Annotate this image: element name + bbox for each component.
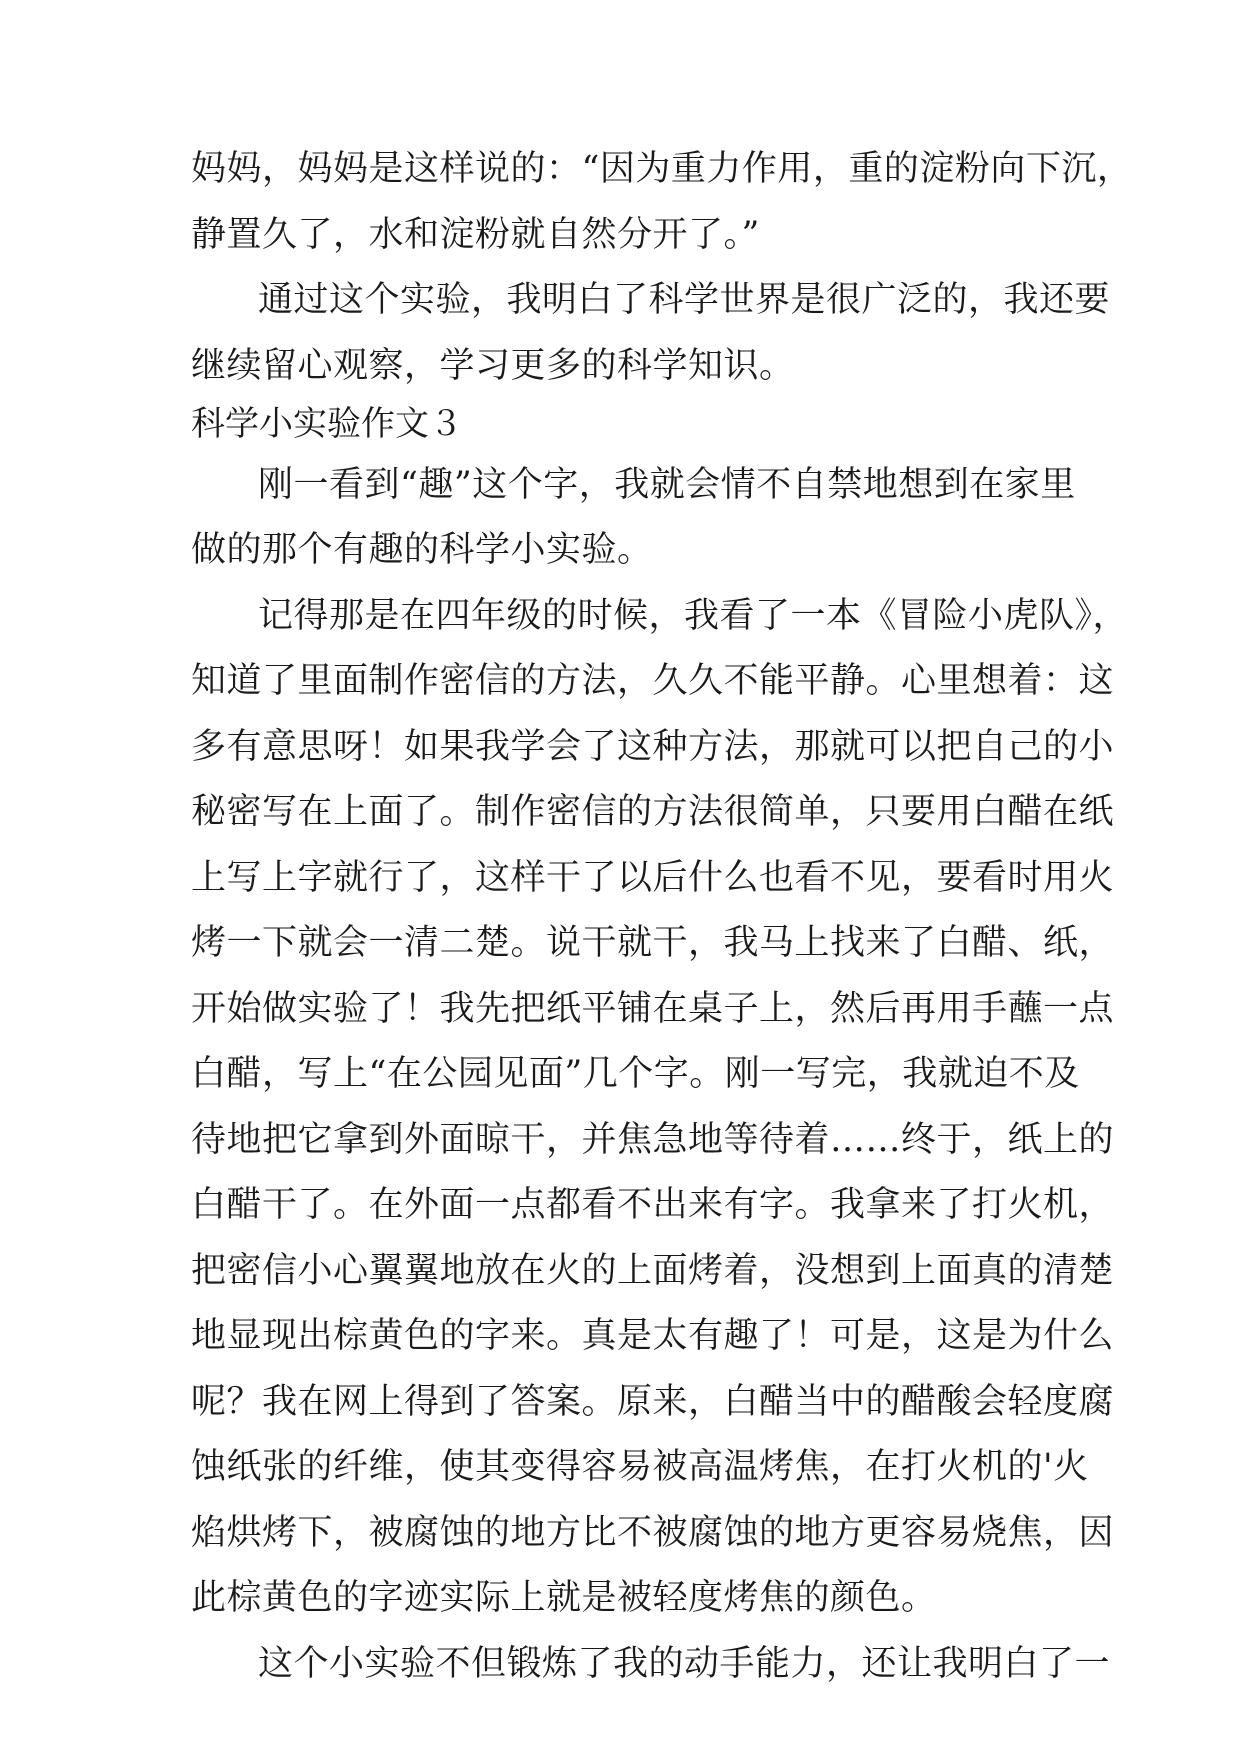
text-line: 妈妈，妈妈是这样说的：“因为重力作用，重的淀粉向下沉， xyxy=(191,149,1133,189)
text-line: 秘密写在上面了。制作密信的方法很简单，只要用白醋在纸 xyxy=(191,792,1115,832)
paragraph-first-line: 这个小实验不但锻炼了我的动手能力，还让我明白了一 xyxy=(258,1644,1111,1684)
text-line: 继续留心观察，学习更多的科学知识。 xyxy=(191,346,795,386)
text-line: 烤一下就会一清二楚。说干就干，我马上找来了白醋、纸， xyxy=(191,923,1115,963)
text-line: 白醋，写上“在公园见面”几个字。刚一写完，我就迫不及 xyxy=(191,1054,1080,1094)
paragraph-first-line: 刚一看到“趣”这个字，我就会情不自禁地想到在家里 xyxy=(258,465,1076,505)
text-line: 此棕黄色的字迹实际上就是被轻度烤焦的颜色。 xyxy=(191,1578,937,1618)
text-line: 多有意思呀！如果我学会了这种方法，那就可以把自己的小 xyxy=(191,727,1115,767)
text-line: 静置久了，水和淀粉就自然分开了。” xyxy=(191,215,760,255)
text-line: 呢？我在网上得到了答案。原来，白醋当中的醋酸会轻度腐 xyxy=(191,1382,1115,1422)
text-line: 做的那个有趣的科学小实验。 xyxy=(191,530,653,570)
text-line: 把密信小心翼翼地放在火的上面烤着，没想到上面真的清楚 xyxy=(191,1251,1115,1291)
paragraph-first-line: 通过这个实验，我明白了科学世界是很广泛的，我还要 xyxy=(258,280,1111,320)
text-line: 蚀纸张的纤维，使其变得容易被高温烤焦，在打火机的'火 xyxy=(191,1447,1089,1487)
text-line: 地显现出棕黄色的字来。真是太有趣了！可是，这是为什么 xyxy=(191,1316,1115,1356)
text-line: 焰烘烤下，被腐蚀的地方比不被腐蚀的地方更容易烧焦，因 xyxy=(191,1513,1115,1553)
text-line: 上写上字就行了，这样干了以后什么也看不见，要看时用火 xyxy=(191,858,1115,898)
text-line: 开始做实验了！我先把纸平铺在桌子上，然后再用手蘸一点 xyxy=(191,989,1115,1029)
paragraph-first-line: 记得那是在四年级的时候，我看了一本《冒险小虎队》， xyxy=(258,596,1129,636)
section-heading: 科学小实验作文３ xyxy=(191,404,463,444)
text-line: 白醋干了。在外面一点都看不出来有字。我拿来了打火机， xyxy=(191,1185,1115,1225)
text-line: 知道了里面制作密信的方法，久久不能平静。心里想着：这 xyxy=(191,661,1115,701)
text-line: 待地把它拿到外面晾干，并焦急地等待着……终于，纸上的 xyxy=(191,1120,1115,1160)
